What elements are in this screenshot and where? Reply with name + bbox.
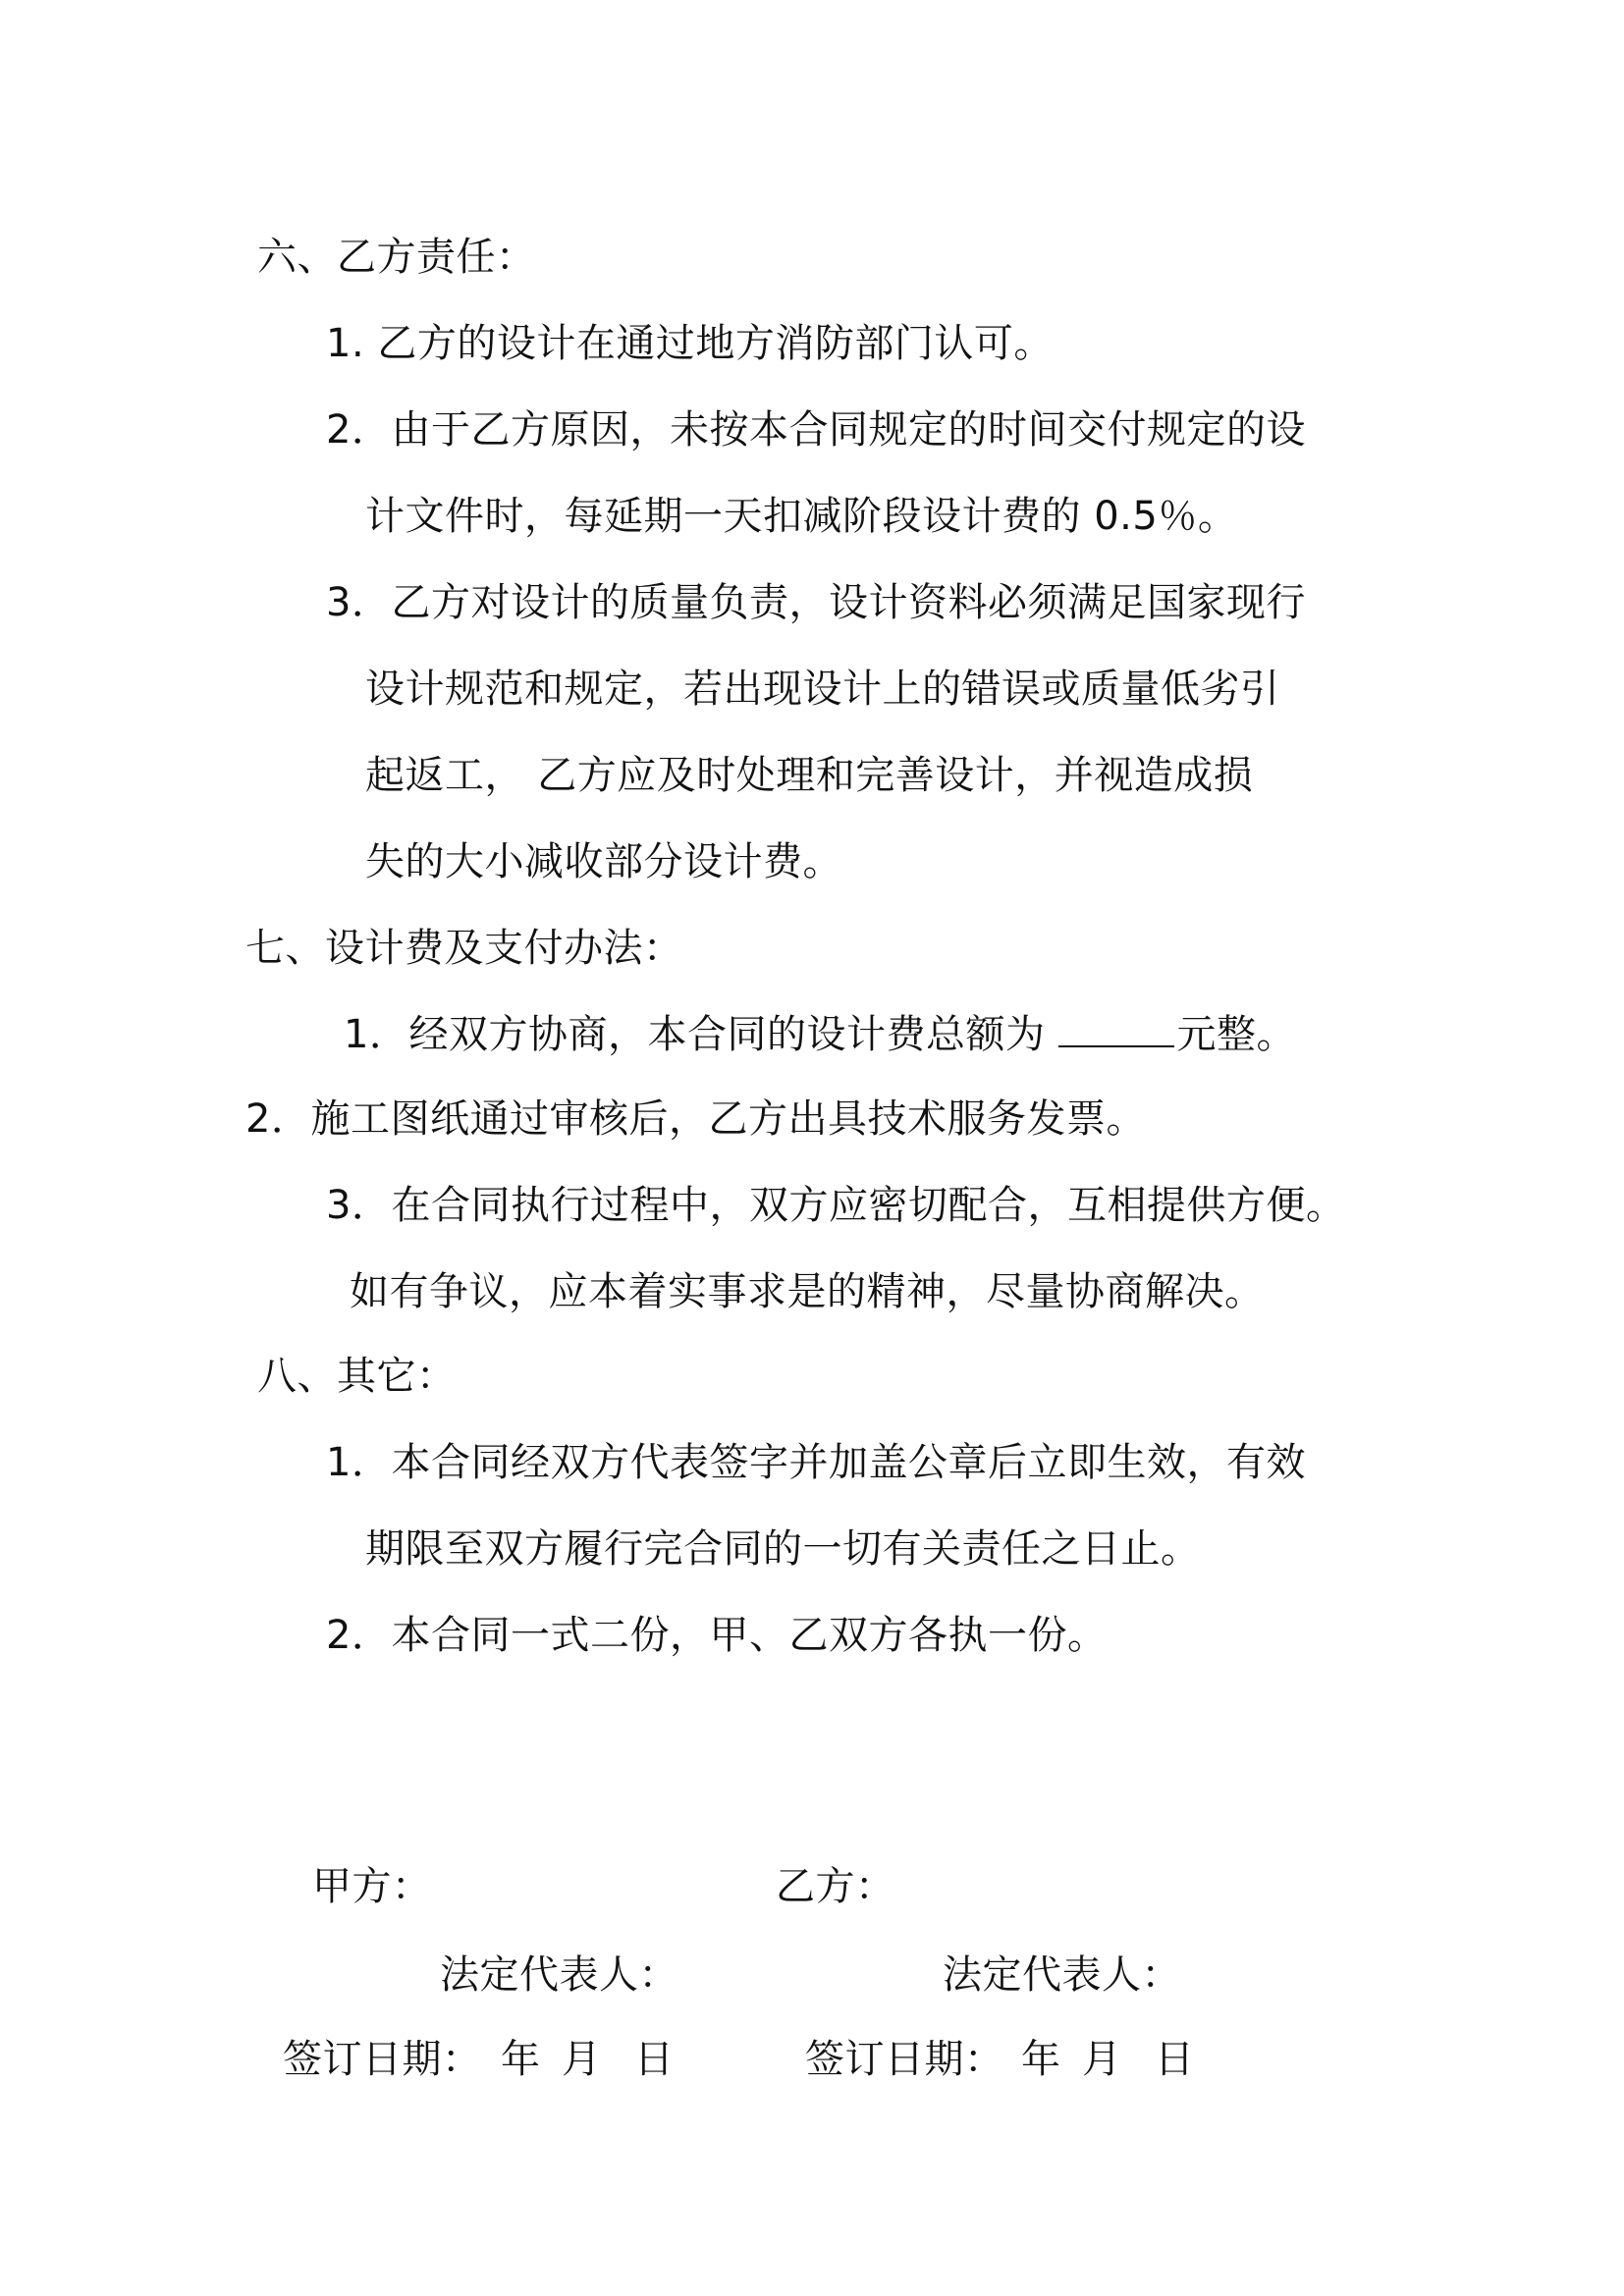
section-six-line-7: 失的大小减收部分设计费。 (365, 839, 842, 884)
section-six-line-2: 2．由于乙方原因，未按本合同规定的时间交付规定的设 (326, 407, 1306, 453)
fee-amount-blank (1058, 1012, 1174, 1047)
section-six-line-5: 设计规范和规定，若出现设计上的错误或质量低劣引 (365, 667, 1280, 712)
party-b-date-day: 日 (1155, 2037, 1195, 2082)
party-b-date-month: 月 (1082, 2037, 1122, 2082)
section-eight-heading: 八、其它： (257, 1354, 457, 1399)
section-eight-line-2: 期限至双方履行完合同的一切有关责任之日止。 (365, 1526, 1201, 1572)
section-eight-line-3: 2．本合同一式二份，甲、乙双方各执一份。 (326, 1613, 1108, 1658)
party-a-date-label: 签订日期： (283, 2037, 482, 2082)
party-a-date-day: 日 (634, 2037, 675, 2082)
section-six-heading: 六、乙方责任： (257, 235, 536, 280)
section-eight-line-1: 1．本合同经双方代表签字并加盖公章后立即生效，有效 (326, 1440, 1306, 1485)
party-b-date-label: 签订日期： (805, 2037, 1004, 2082)
fee-text-prefix: 1．经双方协商，本合同的设计费总额为 (344, 1012, 1046, 1057)
party-b-label: 乙方： (776, 1864, 895, 1909)
section-seven-heading: 七、设计费及支付办法： (245, 926, 683, 971)
party-b-date-year: 年 (1021, 2037, 1061, 2082)
party-a-date-year: 年 (501, 2037, 541, 2082)
section-six-line-1: 1. 乙方的设计在通过地方消防部门认可。 (326, 321, 1054, 366)
section-six-line-6: 起返工， 乙方应及时处理和完善设计，并视造成损 (365, 753, 1254, 798)
section-six-line-3: 计文件时，每延期一天扣减阶段设计费的 0.5％。 (365, 494, 1238, 539)
section-seven-line-3: 3．在合同执行过程中，双方应密切配合，互相提供方便。 (326, 1183, 1346, 1228)
party-b-representative: 法定代表人： (943, 1952, 1181, 1998)
party-a-representative: 法定代表人： (440, 1952, 678, 1998)
party-a-label: 甲方： (312, 1864, 432, 1909)
section-seven-line-2: 2．施工图纸通过审核后，乙方出具技术服务发票。 (245, 1096, 1146, 1142)
section-seven-line-4: 如有争议，应本着实事求是的精神，尽量协商解决。 (350, 1269, 1265, 1314)
party-a-date-month: 月 (562, 2037, 602, 2082)
section-seven-item-1 (344, 1009, 1296, 1060)
fee-text-suffix: 元整。 (1176, 1012, 1296, 1057)
section-six-line-4: 3．乙方对设计的质量负责，设计资料必须满足国家现行 (326, 580, 1306, 625)
